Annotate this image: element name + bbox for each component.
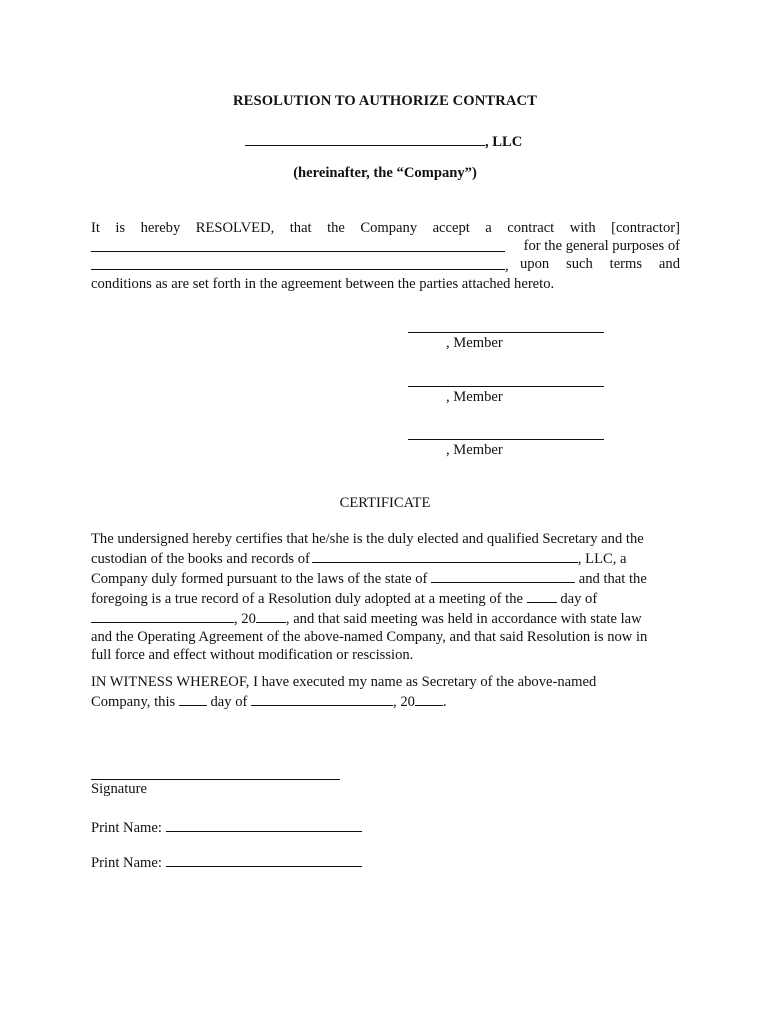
purposes-text: for the general purposes of: [523, 238, 680, 254]
member-label-2: , Member: [446, 389, 503, 405]
year-prefix-text: , 20: [234, 611, 256, 627]
resolution-word: [contractor]: [611, 220, 680, 236]
resolution-line-3: [91, 255, 680, 275]
custodian-text: custodian of the books and records of: [91, 551, 310, 567]
meeting-month-blank[interactable]: [91, 608, 234, 623]
resolution-word: accept: [432, 220, 470, 236]
signature-line[interactable]: [91, 779, 340, 780]
certificate-line-6: and the Operating Agreement of the above-named Company, and that said Resolution is now in: [91, 629, 648, 645]
certificate-line-5: [91, 608, 681, 628]
hereinafter-clause: (hereinafter, the “Company”): [293, 165, 477, 181]
resolution-word: RESOLVED,: [195, 220, 275, 236]
purposes-blank[interactable]: [91, 255, 505, 270]
day-of-text: day of: [560, 591, 598, 607]
resolution-line-4: conditions as are set forth in the agreement between the parties attached hereto.: [91, 276, 555, 292]
witness-year-prefix: , 20: [393, 694, 415, 710]
terms-text: upon such terms and: [520, 256, 680, 272]
member-signature-3: [408, 439, 604, 459]
company-name-line: [245, 130, 522, 151]
member-signature-2: [408, 386, 604, 406]
resolution-word: hereby: [140, 220, 181, 236]
terms-text-lead: ,: [505, 258, 509, 274]
resolution-line-2: [91, 237, 680, 255]
company-this-text: Company, this: [91, 694, 176, 710]
llc-name-blank[interactable]: [312, 548, 578, 563]
resolution-word: It: [91, 220, 100, 236]
witness-month-blank[interactable]: [251, 691, 393, 706]
member-signature-line-3[interactable]: [408, 439, 604, 440]
witness-paragraph: [91, 673, 681, 711]
state-blank[interactable]: [431, 568, 575, 583]
print-name-blank-1[interactable]: [166, 817, 362, 832]
resolution-word: Company: [360, 220, 418, 236]
resolution-word: a: [485, 220, 492, 236]
witness-period: .: [442, 694, 447, 710]
and-that-text: and that the: [578, 571, 647, 587]
resolution-paragraph: [91, 219, 680, 293]
state-law-text: Company duly formed pursuant to the laws of the state of: [91, 571, 428, 587]
llc-a-text: , LLC, a: [577, 551, 627, 567]
meeting-year-blank[interactable]: [256, 608, 286, 623]
resolution-word: with: [569, 220, 596, 236]
print-name-blank-2[interactable]: [166, 852, 362, 867]
signature-label: Signature: [91, 781, 147, 797]
witness-year-blank[interactable]: [415, 691, 443, 706]
certificate-heading: CERTIFICATE: [339, 495, 431, 511]
foregoing-text: foregoing is a true record of a Resolution duly adopted at a meeting of the: [91, 591, 524, 607]
resolution-line-1: [91, 219, 680, 237]
print-name-row-2: [91, 852, 362, 872]
certificate-line-7: full force and effect without modification or rescission.: [91, 647, 414, 663]
contractor-blank[interactable]: [91, 237, 505, 252]
certificate-line-4: [91, 588, 681, 608]
document-title: RESOLUTION TO AUTHORIZE CONTRACT: [233, 93, 537, 109]
print-name-label-2: Print Name:: [91, 855, 162, 871]
resolution-word: that: [289, 220, 312, 236]
certificate-paragraph: [91, 530, 681, 664]
witness-day-blank[interactable]: [179, 691, 207, 706]
llc-suffix: , LLC: [485, 134, 523, 150]
certificate-line-1: The undersigned hereby certifies that he/she is the duly elected and qualified Secretary and the: [91, 531, 644, 547]
member-label-1: , Member: [446, 335, 503, 351]
witness-line-2: [91, 691, 681, 711]
certificate-line-3: [91, 568, 681, 588]
print-name-label-1: Print Name:: [91, 820, 162, 836]
member-signature-1: [408, 332, 604, 352]
state-law-clause: , and that said meeting was held in accordance with state law: [285, 611, 642, 627]
witness-line-1: IN WITNESS WHEREOF, I have executed my name as Secretary of the above-named: [91, 674, 597, 690]
meeting-day-blank[interactable]: [527, 588, 557, 603]
certificate-line-2: [91, 548, 681, 568]
print-name-row-1: [91, 817, 362, 837]
resolution-word: contract: [507, 220, 555, 236]
resolution-word: the: [327, 220, 345, 236]
company-name-blank[interactable]: [245, 130, 485, 146]
member-signature-line-2[interactable]: [408, 386, 604, 387]
resolution-word: is: [115, 220, 126, 236]
member-signature-line-1[interactable]: [408, 332, 604, 333]
witness-day-of-text: day of: [210, 694, 248, 710]
member-label-3: , Member: [446, 442, 503, 458]
